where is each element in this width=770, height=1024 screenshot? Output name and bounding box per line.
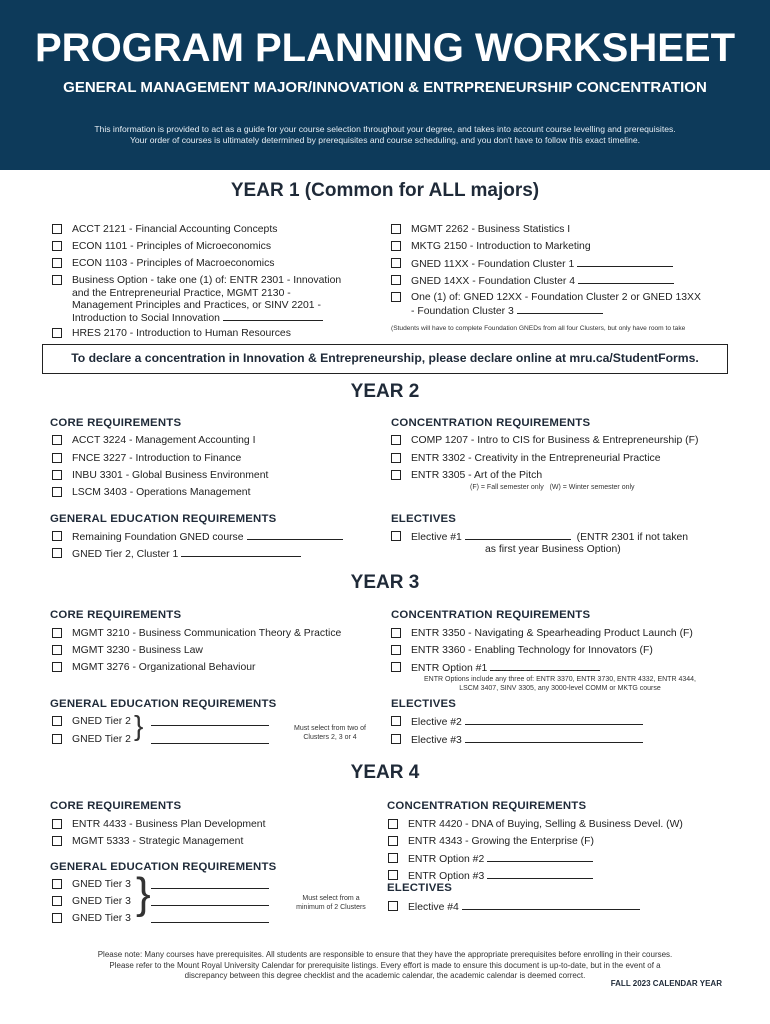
checkbox[interactable] xyxy=(388,853,398,863)
write-in-line[interactable] xyxy=(487,852,593,862)
electives-heading: ELECTIVES xyxy=(387,882,453,894)
checkbox[interactable] xyxy=(391,645,401,655)
write-in-line[interactable] xyxy=(247,530,343,540)
year4-title: YEAR 4 xyxy=(350,762,420,783)
checkbox[interactable] xyxy=(391,241,401,251)
item-continuation: and the Entrepreneurial Practice, MGMT 2130 - xyxy=(72,288,291,299)
year1-title: YEAR 1 (Common for ALL majors) xyxy=(230,180,540,201)
elective-note: as first year Business Option) xyxy=(485,544,621,555)
write-in-line[interactable] xyxy=(490,661,600,671)
write-in-line[interactable] xyxy=(151,896,269,906)
write-in-line[interactable] xyxy=(517,304,603,314)
gened-requirements-heading: GENERAL EDUCATION REQUIREMENTS xyxy=(50,513,277,525)
write-in-line[interactable] xyxy=(577,257,673,267)
write-in-line[interactable] xyxy=(151,879,269,889)
declare-banner: To declare a concentration in Innovation & Entrepreneurship, please declare online at mru.ca/StudentForms. xyxy=(42,344,728,374)
write-in-line[interactable] xyxy=(465,715,643,725)
year2-title: YEAR 2 xyxy=(350,381,420,402)
checkbox[interactable] xyxy=(52,531,62,541)
concentration-requirements-heading: CONCENTRATION REQUIREMENTS xyxy=(387,800,587,812)
checkbox[interactable] xyxy=(52,453,62,463)
write-in-line[interactable] xyxy=(487,869,593,879)
gened-requirements-heading: GENERAL EDUCATION REQUIREMENTS xyxy=(50,698,277,710)
checkbox[interactable] xyxy=(391,734,401,744)
checkbox[interactable] xyxy=(391,435,401,445)
gened-requirements-heading: GENERAL EDUCATION REQUIREMENTS xyxy=(50,861,277,873)
checkbox[interactable] xyxy=(52,628,62,638)
checkbox[interactable] xyxy=(52,913,62,923)
write-in-line[interactable] xyxy=(578,274,674,284)
checkbox[interactable] xyxy=(52,716,62,726)
checkbox[interactable] xyxy=(52,819,62,829)
write-in-line[interactable] xyxy=(151,716,269,726)
checkbox[interactable] xyxy=(52,328,62,338)
write-in-line[interactable] xyxy=(465,530,571,540)
brace-icon: } xyxy=(136,869,151,918)
intro-text-1: This information is provided to act as a guide for your course selection throughout your degree, and takes into account course levelling and prerequisites. xyxy=(94,124,676,134)
checkbox[interactable] xyxy=(52,224,62,234)
checkbox[interactable] xyxy=(52,487,62,497)
checkbox[interactable] xyxy=(52,241,62,251)
checkbox[interactable] xyxy=(52,548,62,558)
core-requirements-heading: CORE REQUIREMENTS xyxy=(50,417,182,429)
footer-note: Please note: Many courses have prerequisites. All students are responsible to ensure that they have the appropriate prerequisites before enrolling in their courses. Please refer to the Mount Royal University Calendar for prerequisite listings. Every effort is made to ensure this document is up-to-date, but in the event of a discrepancy between this degree checklist and the academic calendar, the academic calendar is deemed correct. xyxy=(97,950,673,980)
page-subtitle: GENERAL MANAGEMENT MAJOR/INNOVATION & ENTRPRENEURSHIP CONCENTRATION xyxy=(63,79,707,96)
checkbox[interactable] xyxy=(391,470,401,480)
checkbox[interactable] xyxy=(391,258,401,268)
checkbox[interactable] xyxy=(388,819,398,829)
item-continuation: Management Principles and Practices, or SINV 2201 - xyxy=(72,300,321,311)
checkbox[interactable] xyxy=(52,275,62,285)
write-in-line[interactable] xyxy=(462,900,640,910)
intro-text-2: Your order of courses is ultimately determined by prerequisites and course scheduling, and you don't have to follow this exact timeline. xyxy=(129,135,641,145)
electives-heading: ELECTIVES xyxy=(391,513,457,525)
item-continuation: Introduction to Social Innovation xyxy=(72,311,323,325)
year1-note: (Students will have to complete Foundation GNEDs from all four Clusters, but only have room to take xyxy=(391,325,686,332)
checkbox[interactable] xyxy=(391,275,401,285)
checkbox[interactable] xyxy=(391,716,401,726)
page-title: PROGRAM PLANNING WORKSHEET xyxy=(35,26,735,70)
checkbox[interactable] xyxy=(391,292,401,302)
semester-legend: (F) = Fall semester only (W) = Winter semester only xyxy=(470,484,635,491)
checkbox[interactable] xyxy=(388,901,398,911)
checkbox[interactable] xyxy=(52,734,62,744)
checkbox[interactable] xyxy=(52,470,62,480)
gened-selection-note: Must select from two of Clusters 2, 3 or 4 xyxy=(294,725,366,741)
brace-icon: } xyxy=(134,710,144,741)
checkbox[interactable] xyxy=(52,879,62,889)
checkbox[interactable] xyxy=(388,870,398,880)
checkbox[interactable] xyxy=(391,453,401,463)
write-in-line[interactable] xyxy=(151,734,269,744)
write-in-line[interactable] xyxy=(181,547,301,557)
item-continuation: - Foundation Cluster 3 xyxy=(411,304,603,318)
checkbox[interactable] xyxy=(391,531,401,541)
header-banner xyxy=(0,0,770,170)
concentration-requirements-heading: CONCENTRATION REQUIREMENTS xyxy=(391,609,591,621)
checkbox[interactable] xyxy=(391,662,401,672)
gened-selection-note: Must select from a minimum of 2 Clusters xyxy=(296,895,366,911)
checkbox[interactable] xyxy=(391,628,401,638)
write-in-line[interactable] xyxy=(465,733,643,743)
entr-options-note: ENTR Options include any three of: ENTR 3370, ENTR 3730, ENTR 4332, ENTR 4344, LSCM 3407, SINV 3305, any 3000-level COMM or MKTG course xyxy=(424,676,696,692)
checkbox[interactable] xyxy=(52,896,62,906)
write-in-line[interactable] xyxy=(151,913,269,923)
checkbox[interactable] xyxy=(52,435,62,445)
calendar-year-label: FALL 2023 CALENDAR YEAR xyxy=(610,979,722,988)
checkbox[interactable] xyxy=(52,836,62,846)
checkbox[interactable] xyxy=(52,662,62,672)
checkbox[interactable] xyxy=(52,645,62,655)
concentration-requirements-heading: CONCENTRATION REQUIREMENTS xyxy=(391,417,591,429)
electives-heading: ELECTIVES xyxy=(391,698,457,710)
checkbox[interactable] xyxy=(52,258,62,268)
checkbox[interactable] xyxy=(388,836,398,846)
core-requirements-heading: CORE REQUIREMENTS xyxy=(50,800,182,812)
write-in-line[interactable] xyxy=(223,311,323,321)
checkbox[interactable] xyxy=(391,224,401,234)
core-requirements-heading: CORE REQUIREMENTS xyxy=(50,609,182,621)
year3-title: YEAR 3 xyxy=(350,572,420,593)
